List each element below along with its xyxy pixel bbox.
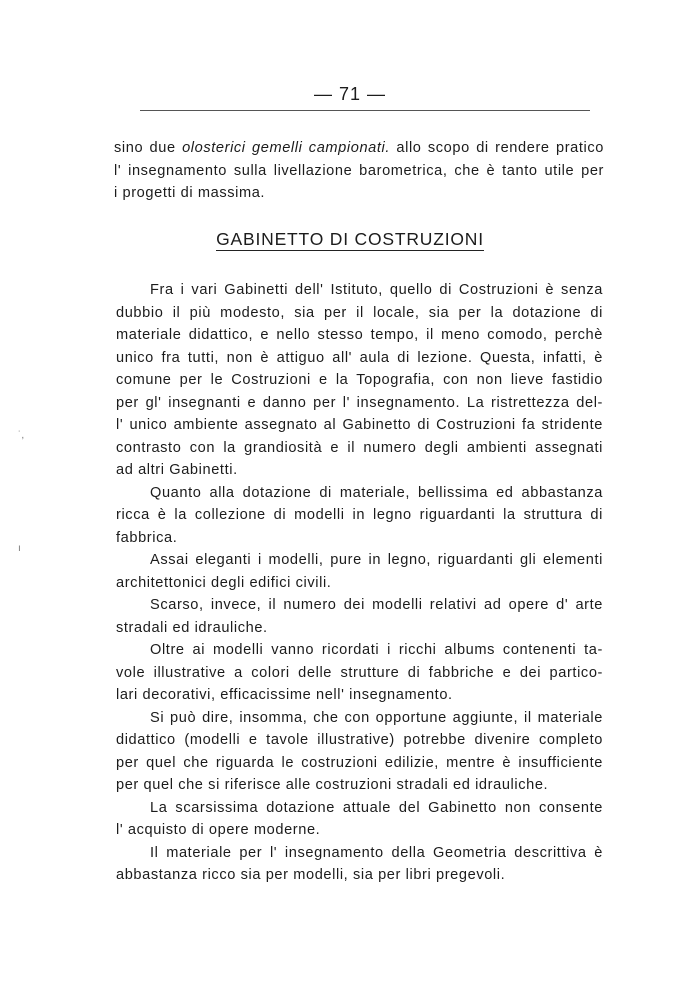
body-line: Scarso, invece, il numero dei modelli relativi ad opere d' arte — [150, 597, 603, 613]
body-line: stradali ed idrauliche. — [116, 619, 268, 636]
intro-line: i progetti di massima. — [114, 185, 266, 201]
body-line: vole illustrative a colori delle strutture di fabbriche e dei partico- — [116, 664, 603, 681]
italic-term: olosterici gemelli campionati. — [182, 140, 391, 156]
body-line: ad altri Gabinetti. — [116, 462, 238, 478]
body-line: abbastanza ricco sia per modelli, sia per libri pregevoli. — [116, 867, 506, 883]
body-line: Fra i vari Gabinetti dell' Istituto, quello di Costruzioni è senza — [150, 282, 603, 298]
body-line: per gl' insegnanti e danno per l' insegnamento. La ristrettezza del- — [116, 394, 603, 411]
intro-line: sino due olosterici gemelli campionati. allo scopo di rendere pratico — [114, 140, 604, 156]
body-text — [116, 279, 603, 887]
body-line: l' acquisto di opere moderne. — [116, 822, 321, 838]
body-line: fabbrica. — [116, 529, 178, 546]
header-rule — [140, 110, 590, 111]
body-line: per quel che riguarda le costruzioni edilizie, mentre è insufficiente — [116, 754, 603, 771]
body-line: Assai eleganti i modelli, pure in legno, riguardanti gli elementi — [150, 552, 603, 568]
body-line: unico fra tutti, non è attiguo all' aula di lezione. Questa, infatti, è — [116, 349, 603, 366]
body-line: l' unico ambiente assegnato al Gabinetto di Costruzioni fa stridente — [116, 417, 603, 433]
intro-line: l' insegnamento sulla livellazione barometrica, che è tanto utile per — [114, 162, 604, 179]
body-line: Il materiale per l' insegnamento della Geometria descrittiva è — [150, 844, 603, 861]
body-line: architettonici degli edifici civili. — [116, 574, 332, 591]
body-line: dubbio il più modesto, sia per il locale, sia per la dotazione di — [116, 304, 603, 321]
body-line: Si può dire, insomma, che con opportune aggiunte, il materiale — [150, 709, 603, 726]
body-line: lari decorativi, efficacissime nell' insegnamento. — [116, 687, 453, 703]
body-line: comune per le Costruzioni e la Topografia, con non lieve fastidio — [116, 372, 603, 388]
page-number: — 71 — — [313, 84, 387, 104]
margin-mark: ı — [18, 543, 21, 554]
body-line: Oltre ai modelli vanno ricordati i ricchi albums contenenti ta- — [150, 642, 603, 658]
body-line: contrasto con la grandiosità e il numero degli ambienti assegnati — [116, 439, 603, 456]
body-line: didattico (modelli e tavole illustrative) potrebbe divenire completo — [116, 732, 603, 748]
section-title: GABINETTO DI COSTRUZIONI — [216, 229, 484, 249]
body-line: Quanto alla dotazione di materiale, bellissima ed abbastanza — [150, 484, 603, 501]
margin-mark: ˙, — [18, 430, 25, 441]
intro-paragraph — [114, 137, 604, 205]
body-line: ricca è la collezione di modelli in legno riguardanti la struttura di — [116, 507, 603, 523]
body-line: La scarsissima dotazione attuale del Gabinetto non consente — [150, 799, 603, 816]
body-line: materiale didattico, e nello stesso tempo, il meno comodo, perchè — [116, 327, 603, 343]
body-line: per quel che si riferisce alle costruzioni stradali ed idrauliche. — [116, 777, 549, 793]
